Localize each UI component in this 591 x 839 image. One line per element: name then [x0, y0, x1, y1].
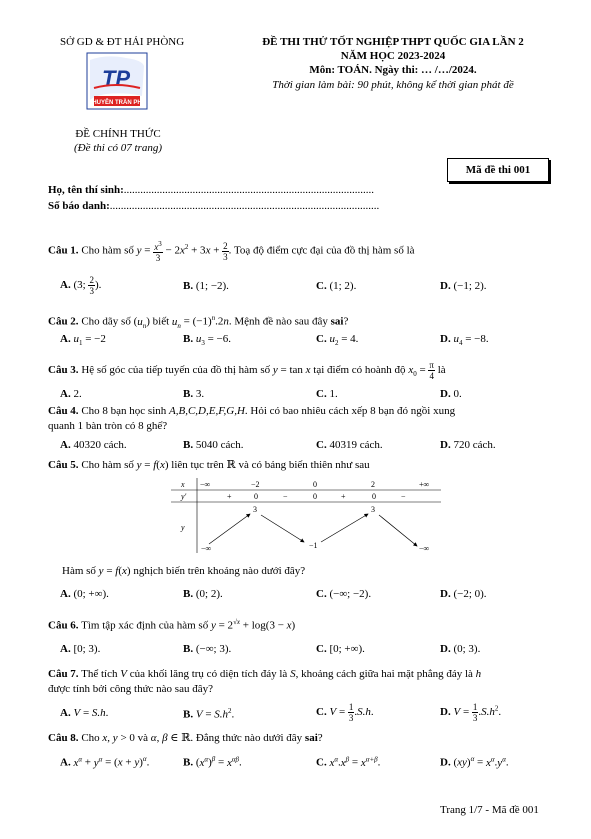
question-1: Câu 1. Cho hàm số y = $\frac{x^3}{3}$ − $2x^2 + 3x$ + $\frac{2}{3}$ . Toạ độ điểm cực đại của đồ thị hàm số là	[48, 240, 415, 263]
vt-x-3: 2	[371, 480, 375, 489]
vt-zero-1: 0	[313, 492, 317, 501]
q1-option-c[interactable]: C. (1; 2).	[316, 280, 357, 292]
vt-sign-1: −	[283, 492, 288, 501]
school-year: NĂM HỌC 2023-2024	[340, 50, 446, 62]
q8-option-a[interactable]: A. $x^\alpha + y^\alpha = (x + y)^\alpha$.	[60, 755, 150, 769]
q6-option-b[interactable]: B. (−∞; 3).	[183, 643, 232, 655]
vt-y-2: −1	[309, 541, 318, 550]
q3-option-a[interactable]: A. 2.	[60, 388, 82, 400]
time-line: Thời gian làm bài: 90 phút, không kể thời gian phát đề	[272, 79, 514, 91]
exam-title: ĐỀ THI THỬ TỐT NGHIỆP THPT QUỐC GIA LẦN 2	[262, 36, 524, 48]
vt-y-4: −∞	[419, 544, 430, 553]
q4-option-a[interactable]: A. 40320 cách.	[60, 439, 127, 451]
vt-x-1: −2	[251, 480, 260, 489]
question-7-line-2: được tính bởi công thức nào sau đây?	[48, 683, 213, 695]
vt-x-4: +∞	[419, 480, 430, 489]
q2-option-c[interactable]: C. $u_2 = 4$.	[316, 333, 359, 348]
vt-x-2: 0	[313, 480, 317, 489]
school-logo	[86, 52, 148, 110]
exam-code-box	[447, 158, 549, 182]
q2-option-d[interactable]: D. $u_4 = -8$.	[440, 333, 489, 348]
q2-option-b[interactable]: B. $u_3 = -6$.	[183, 333, 232, 348]
vt-sign-2: +	[341, 492, 346, 501]
q1-option-b[interactable]: B. (1; −2).	[183, 280, 229, 292]
q1-option-d[interactable]: D. (−1; 2).	[440, 280, 487, 292]
official-label: ĐỀ CHÍNH THỨC	[75, 128, 161, 140]
question-4-line-2: quanh 1 bàn tròn có 8 ghế?	[48, 420, 168, 432]
q8-option-d[interactable]: D. $(xy)^\alpha = x^\alpha.y^\alpha$.	[440, 755, 509, 769]
q6-option-a[interactable]: A. [0; 3).	[60, 643, 101, 655]
question-4: Câu 4. Cho 8 bạn học sinh A,B,C,D,E,F,G,H. Hỏi có bao nhiêu cách xếp 8 bạn đó ngồi xung	[48, 405, 456, 417]
variation-table	[171, 478, 441, 553]
exam-code: Mã đề thi 001	[465, 164, 531, 176]
vt-sign-3: −	[401, 492, 406, 501]
q3-option-b[interactable]: B. 3.	[183, 388, 205, 400]
q7-option-a[interactable]: A. V = S.h.	[60, 707, 109, 719]
q6-option-c[interactable]: C. [0; +∞).	[316, 643, 365, 655]
q5-option-a[interactable]: A. (0; +∞).	[60, 588, 109, 600]
q7-option-d[interactable]: D. V = $\frac{1}{3}$ $.S.h^2$.	[440, 702, 502, 723]
vt-y-1: 3	[253, 505, 257, 514]
q4-option-d[interactable]: D. 720 cách.	[440, 439, 496, 451]
q2-option-a[interactable]: A. $u_1 = -2$	[60, 333, 106, 348]
q8-option-b[interactable]: B. $(x^\alpha)^\beta = x^{\alpha\beta}$.	[183, 755, 242, 769]
q7-option-b[interactable]: B. $V = S.h^2$.	[183, 707, 235, 721]
q5-option-c[interactable]: C. (−∞; −2).	[316, 588, 372, 600]
page-footer: Trang 1/7 - Mã đề 001	[440, 804, 539, 816]
subject-line: Môn: TOÁN. Ngày thi: … /…/2024.	[309, 64, 477, 76]
question-7: Câu 7. Thể tích V của khối lăng trụ có diện tích đáy là S, khoảng cách giữa hai mặt phẳng đáy là h	[48, 668, 482, 680]
department: SỞ GD & ĐT HẢI PHÒNG	[60, 36, 185, 48]
page-count: (Đề thi có 07 trang)	[74, 142, 162, 154]
question-6: Câu 6. Tìm tập xác định của hàm số $y = 2^{√x} + \log(3 - x)$	[48, 618, 296, 632]
q8-option-c[interactable]: C. $x^\alpha.x^\beta = x^{\alpha+\beta}$.	[316, 755, 381, 769]
student-name-label: Họ, tên thí sinh:...........................................................................................	[48, 184, 375, 196]
question-2: Câu 2. Cho dãy số $(u_n)$ biết $u_n = (-1)^n.2n$. Mệnh đề nào sau đây sai?	[48, 314, 349, 330]
student-id-label: Số báo danh:..................................................................................................	[48, 200, 380, 212]
vt-yprime-label: y'	[181, 492, 187, 501]
q5-option-d[interactable]: D. (−2; 0).	[440, 588, 487, 600]
vt-y-label: y	[181, 523, 185, 532]
q4-option-c[interactable]: C. 40319 cách.	[316, 439, 383, 451]
vt-arrow-up-2	[321, 514, 368, 542]
question-3: Câu 3. Hệ số góc của tiếp tuyến của đồ thị hàm số y = tan x tại điểm có hoành độ $x_0$ = $\frac{\pi}{4}$ là	[48, 360, 446, 381]
vt-zero-2: 0	[372, 492, 376, 501]
question-5: Câu 5. Cho hàm số y = f(x) liên tục trên ℝ và có bảng biến thiên như sau	[48, 459, 370, 471]
q6-option-d[interactable]: D. (0; 3).	[440, 643, 481, 655]
vt-y-3: 3	[371, 505, 375, 514]
q3-option-c[interactable]: C. 1.	[316, 388, 338, 400]
vt-arrow-down-1	[261, 515, 304, 542]
vt-y-0: −∞	[201, 544, 212, 553]
vt-x-0: −∞	[200, 480, 211, 489]
question-5-line-2: Hàm số y = f(x) nghịch biến trên khoảng nào dưới đây?	[62, 565, 306, 577]
vt-arrow-down-2	[379, 515, 417, 546]
q7-option-c[interactable]: C. V = $\frac{1}{3}$ .S.h.	[316, 702, 374, 723]
q3-option-d[interactable]: D. 0.	[440, 388, 462, 400]
vt-arrow-up-1	[209, 514, 250, 544]
q1-option-a[interactable]: A. (3; $\frac{2}{3}$ ).	[60, 275, 102, 296]
vt-zero-0: 0	[254, 492, 258, 501]
q5-option-b[interactable]: B. (0; 2).	[183, 588, 223, 600]
vt-sign-0: +	[227, 492, 232, 501]
logo-text: CHUYÊN TRẦN PHÚ	[87, 100, 147, 106]
vt-x-label: x	[181, 480, 185, 489]
question-8: Câu 8. Cho x, y > 0 và α, β ∈ ℝ. Đẳng thức nào dưới đây sai?	[48, 732, 323, 744]
logo-initials: TP	[101, 66, 131, 91]
q4-option-b[interactable]: B. 5040 cách.	[183, 439, 244, 451]
